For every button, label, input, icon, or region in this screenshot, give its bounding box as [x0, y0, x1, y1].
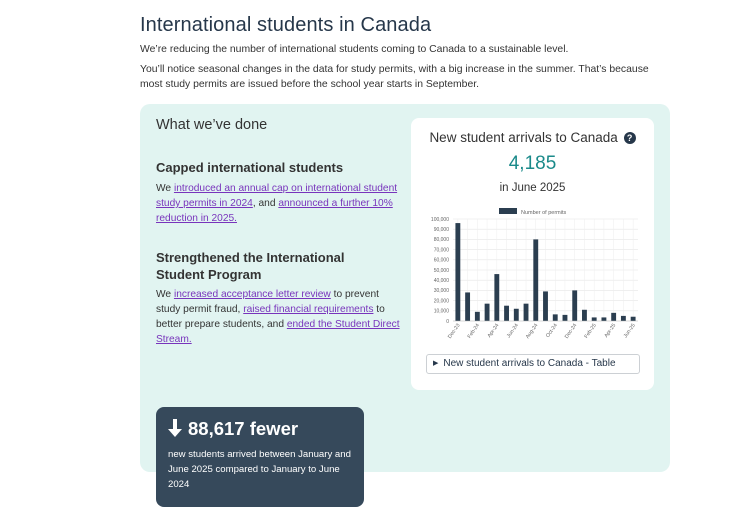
y-tick-label: 70,000 [433, 247, 449, 254]
arrow-down-icon [167, 418, 183, 438]
bar-Jan-24 [465, 292, 470, 321]
annual-cap-link[interactable]: introduced an annual cap on international student study permits in 2024 [156, 183, 398, 209]
legend-swatch [499, 208, 517, 214]
program-heading: Strengthened the International Student Program [156, 250, 345, 282]
bar-Nov-24 [563, 315, 568, 321]
financial-requirements-link[interactable]: raised financial requirements [243, 304, 374, 315]
intro-paragraph-2: You’ll notice seasonal changes in the data for study permits, with a big increase in the summer. That’s because most study permits are issued before the school year starts in September. [140, 64, 649, 90]
y-tick-label: 20,000 [433, 298, 449, 305]
arrivals-bar-chart [411, 204, 654, 364]
bar-Mar-24 [485, 304, 490, 321]
capped-heading: Capped international students [156, 160, 344, 175]
x-tick-label: Apr-24 [486, 322, 501, 339]
legend-label: Number of permits [521, 210, 567, 216]
y-tick-label: 40,000 [433, 278, 449, 284]
table-toggle[interactable] [426, 354, 640, 374]
arrivals-period: in June 2025 [499, 182, 566, 194]
bar-Jan-25 [582, 310, 587, 321]
x-tick-label: Oct-24 [545, 322, 559, 339]
intro-paragraph-1: We’re reducing the number of international students coming to Canada to a sustainable level. [140, 44, 569, 55]
bar-Apr-24 [494, 274, 499, 321]
y-tick-label: 90,000 [433, 227, 449, 233]
chart-title: New student arrivals to Canada ? [411, 130, 654, 145]
bar-Jul-24 [524, 304, 529, 321]
y-tick-label: 80,000 [433, 237, 449, 244]
stat-description: new students arrived between January and June 2025 compared to January to June 2024 [168, 449, 351, 490]
bar-Jun-25 [631, 317, 636, 321]
program-paragraph: We increased acceptance letter review to prevent study permit fraud, raised financial requirements to better prepare students, and ended the Student Direct Stream. [156, 289, 400, 345]
arrivals-value: 4,185 [508, 153, 557, 174]
student-direct-stream-link[interactable]: ended the Student Direct Stream. [156, 319, 400, 345]
stat-card [156, 407, 364, 507]
page-title: International students in Canada [140, 14, 432, 36]
help-icon[interactable]: ? [624, 132, 636, 144]
x-tick-label: Apr-25 [603, 322, 618, 339]
x-tick-label: Feb-24 [466, 322, 481, 340]
bar-Apr-25 [611, 313, 616, 321]
bar-Sep-24 [543, 291, 548, 321]
bar-May-24 [504, 306, 509, 321]
bar-Feb-25 [592, 317, 597, 321]
x-tick-label: Aug-24 [524, 322, 540, 340]
x-tick-label: Dec-23 [446, 322, 462, 340]
x-tick-label: Jun-24 [505, 322, 520, 340]
y-tick-label: 0 [446, 318, 449, 325]
y-tick-label: 100,000 [430, 216, 449, 223]
chart-card [411, 118, 654, 390]
bar-Dec-24 [572, 290, 577, 321]
y-tick-label: 10,000 [433, 308, 449, 315]
y-tick-label: 30,000 [433, 288, 449, 295]
capped-paragraph: We introduced an annual cap on international student study permits in 2024, and announced a further 10% reduction in 2025. [156, 183, 398, 224]
x-tick-label: Dec-24 [563, 322, 579, 340]
bar-Jun-24 [514, 309, 519, 321]
bar-Feb-24 [475, 312, 480, 321]
table-toggle-label: New student arrivals to Canada - Table [443, 358, 616, 369]
expand-arrow-icon: ▶ [433, 360, 439, 367]
bar-Oct-24 [553, 314, 558, 321]
x-tick-label: Feb-25 [583, 322, 598, 340]
stat-number: 88,617 fewer [188, 418, 299, 439]
what-weve-done-heading: What we’ve done [156, 117, 268, 133]
x-tick-label: Jun-25 [622, 322, 637, 340]
further-reduction-link[interactable]: announced a further 10% reduction in 2025. [156, 198, 393, 224]
y-tick-label: 60,000 [433, 257, 449, 264]
bar-Dec-23 [455, 223, 460, 321]
bar-Mar-25 [601, 317, 606, 321]
acceptance-letter-link[interactable]: increased acceptance letter review [173, 289, 331, 300]
bar-May-25 [621, 316, 626, 321]
y-tick-label: 50,000 [433, 267, 449, 274]
bar-Aug-24 [533, 239, 538, 321]
